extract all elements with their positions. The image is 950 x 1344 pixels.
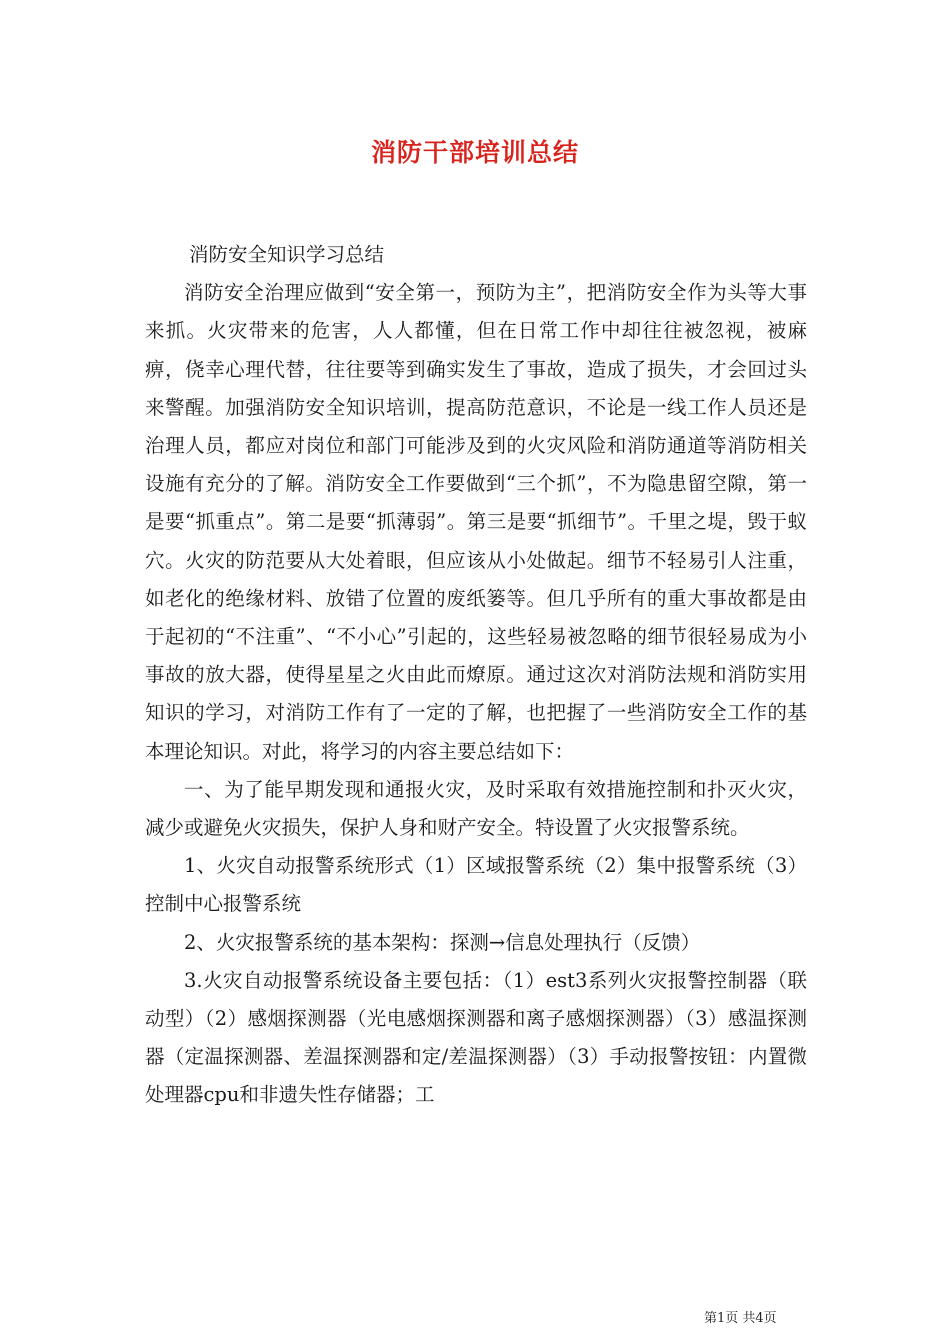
document-subtitle: 消防安全知识学习总结 bbox=[189, 243, 385, 266]
body-paragraph: 一、为了能早期发现和通报火灾，及时采取有效措施控制和扑灭火灾，减少或避免火灾损失，保护人身和财产安全。特设置了火灾报警系统。 bbox=[145, 777, 807, 840]
page-number-footer: 第1页 共4页 bbox=[704, 1311, 777, 1326]
document-title: 消防干部培训总结 bbox=[370, 138, 579, 167]
body-paragraph: 3.火灾自动报警系统设备主要包括：（1）est3系列火灾报警控制器（联动型）（2）感烟探测器（光电感烟探测器和离子感烟探测器）（3）感温探测器（定温探测器、差温探测器和定/差温探测器）（3）手动报警按钮：内置微处理器cpu和非遗失性存储器；工 bbox=[145, 968, 807, 1107]
document-body bbox=[145, 236, 807, 1115]
body-paragraph: 消防安全治理应做到“安全第一，预防为主”，把消防安全作为头等大事来抓。火灾带来的危害，人人都懂，但在日常工作中却往往被忽视，被麻痹，侥幸心理代替，往往要等到确实发生了事故，造成了损失，才会回过头来警醒。加强消防安全知识培训，提高防范意识，不论是一线工作人员还是治理人员，都应对岗位和部门可能涉及到的火灾风险和消防通道等消防相关设施有充分的了解。消防安全工作要做到“三个抓”，不为隐患留空隙，第一是要“抓重点”。第二是要“抓薄弱”。第三是要“抓细节”。千里之堤，毁于蚁穴。火灾的防范要从大处着眼，但应该从小处做起。细节不轻易引人注重，如老化的绝缘材料、放错了位置的废纸篓等。但几乎所有的重大事故都是由于起初的“不注重”、“不小心”引起的，这些轻易被忽略的细节很轻易成为小事故的放大器，使得星星之火由此而燎原。通过这次对消防法规和消防实用知识的学习，对消防工作有了一定的了解，也把握了一些消防安全工作的基本理论知识。对此，将学习的内容主要总结如下： bbox=[145, 281, 807, 763]
body-paragraph: 1、火灾自动报警系统形式（1）区域报警系统（2）集中报警系统（3）控制中心报警系统 bbox=[145, 854, 807, 916]
body-paragraph: 2、火灾报警系统的基本架构：探测→信息处理执行（反馈） bbox=[184, 930, 701, 954]
